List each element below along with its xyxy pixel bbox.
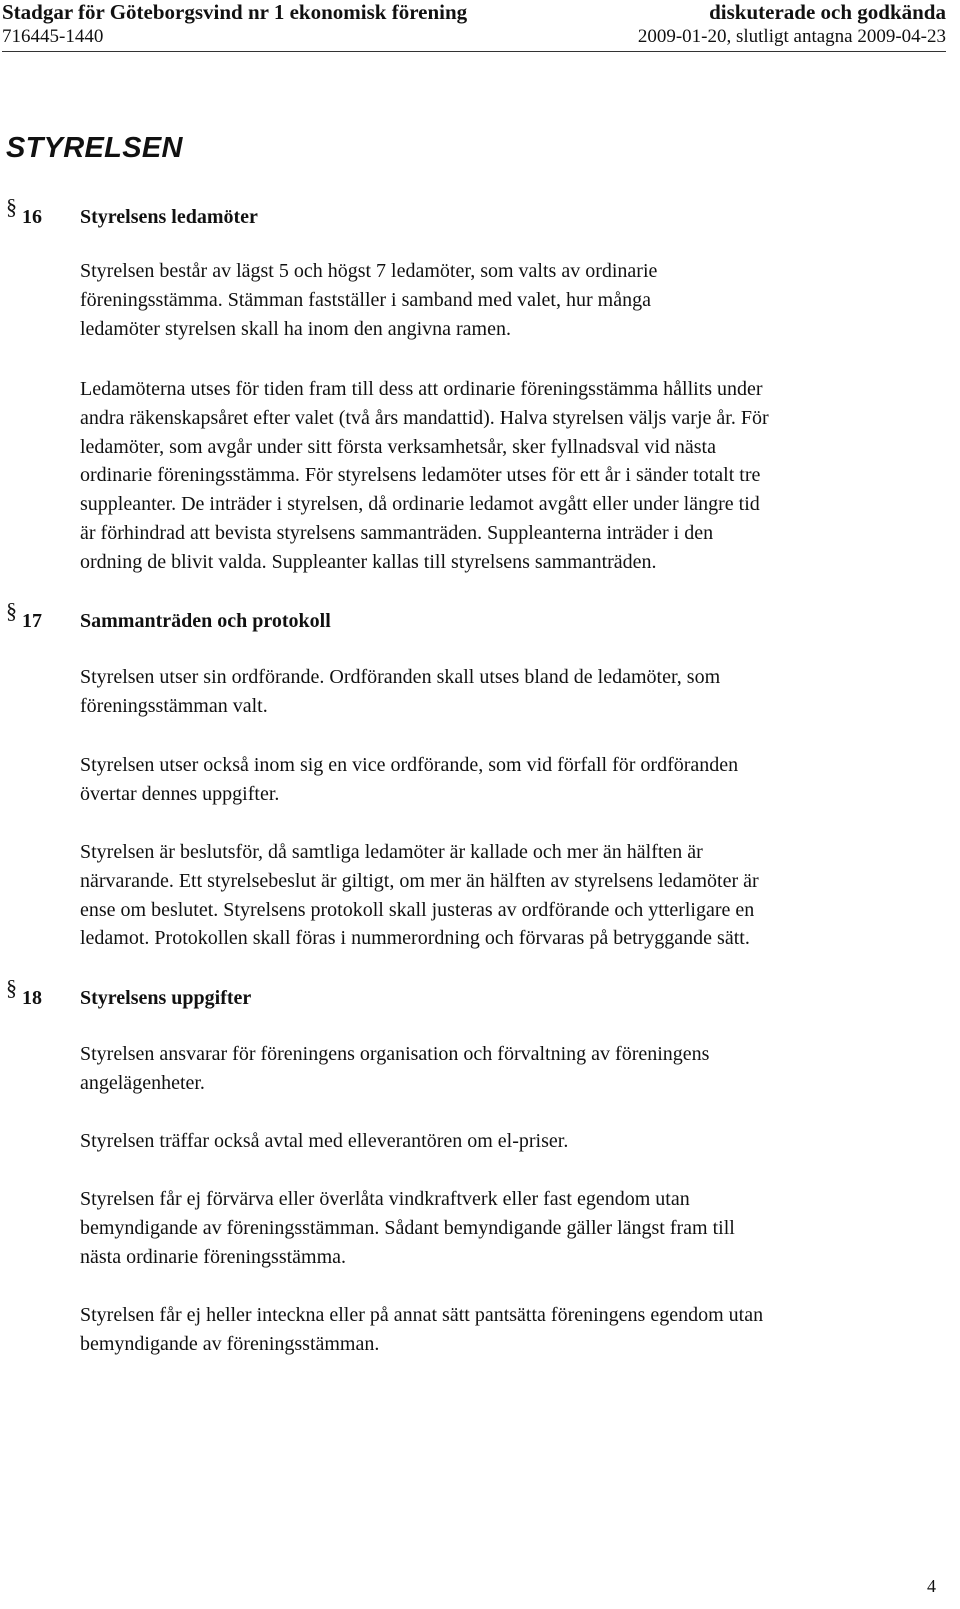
org-number: 716445-1440 <box>2 26 104 47</box>
section-sign: § <box>6 598 17 623</box>
header-divider <box>2 51 946 52</box>
org-title: Stadgar för Göteborgsvind nr 1 ekonomisk förening <box>2 0 468 24</box>
page-number: 4 <box>927 1576 936 1596</box>
document-status: diskuterade och godkända <box>709 0 946 24</box>
paragraph: Styrelsen träffar också avtal med elleverantören om el-priser. <box>80 1130 569 1152</box>
section-number: 16 <box>22 206 42 228</box>
section-title: Sammanträden och protokoll <box>80 610 331 632</box>
page-title: STYRELSEN <box>6 132 183 164</box>
document-dates: 2009-01-20, slutligt antagna 2009-04-23 <box>637 26 946 47</box>
paragraph: Styrelsen är beslutsför, då samtliga ledamöter är kallade och mer än hälften är närvarande. Ett styrelsebeslut är giltigt, om mer än hälften av styrelsens ledamöter är ense om beslutet. Styrelsens protokoll skall justeras av ordförande och ytterligare en ledamot. Protokollen skall föras i nummerordning och förvaras på betryggande sätt. <box>80 841 759 950</box>
paragraph: Styrelsen får ej heller inteckna eller på annat sätt pantsätta föreningens egendom utan bemyndigande av föreningsstämman. <box>80 1304 764 1355</box>
section-heading-17 <box>0 598 700 642</box>
header-row-2 <box>2 26 946 48</box>
paragraph: Styrelsen består av lägst 5 och högst 7 ledamöter, som valts av ordinarie föreningsstämma. Stämman fastställer i samband med valet, hur många ledamöter styrelsen skall ha inom den angivna ramen. <box>80 260 658 340</box>
paragraph: Styrelsen utser också inom sig en vice ordförande, som vid förfall för ordföranden övertar dennes uppgifter. <box>80 754 739 805</box>
section-title: Styrelsens ledamöter <box>80 206 258 228</box>
header-row-1 <box>2 0 946 25</box>
section-heading-18 <box>0 975 700 1019</box>
paragraph: Styrelsen får ej förvärva eller överlåta vindkraftverk eller fast egendom utan bemyndigande av föreningsstämman. Sådant bemyndigande gäller längst fram till nästa ordinarie föreningsstämma. <box>80 1188 735 1268</box>
section-sign: § <box>6 975 17 1000</box>
paragraph: Ledamöterna utses för tiden fram till dess att ordinarie föreningsstämma hållits under andra räkenskapsåret efter valet (två års mandattid). Halva styrelsen väljs varje år. För ledamöter, som avgår under sitt första verksamhetsår, sker fyllnadsval vid nästa ordinarie föreningsstämma. För styrelsens ledamöter utses för ett år i sänder totalt tre suppleanter. De inträder i styrelsen, då ordinarie ledamot avgått eller under längre tid är förhindrad att bevista styrelsens sammanträden. Suppleanterna inträder i den ordning de blivit valda. Suppleanter kallas till styrelsens sammanträden. <box>80 378 769 573</box>
section-title: Styrelsens uppgifter <box>80 987 252 1009</box>
page-header <box>0 0 960 52</box>
paragraph: Styrelsen utser sin ordförande. Ordföranden skall utses bland de ledamöter, som föreningsstämman valt. <box>80 666 721 717</box>
section-number: 17 <box>22 610 42 632</box>
section-sign: § <box>6 194 17 219</box>
section-heading-16 <box>0 194 700 238</box>
section-number: 18 <box>22 987 42 1009</box>
paragraph: Styrelsen ansvarar för föreningens organisation och förvaltning av föreningens angelägenheter. <box>80 1043 710 1094</box>
